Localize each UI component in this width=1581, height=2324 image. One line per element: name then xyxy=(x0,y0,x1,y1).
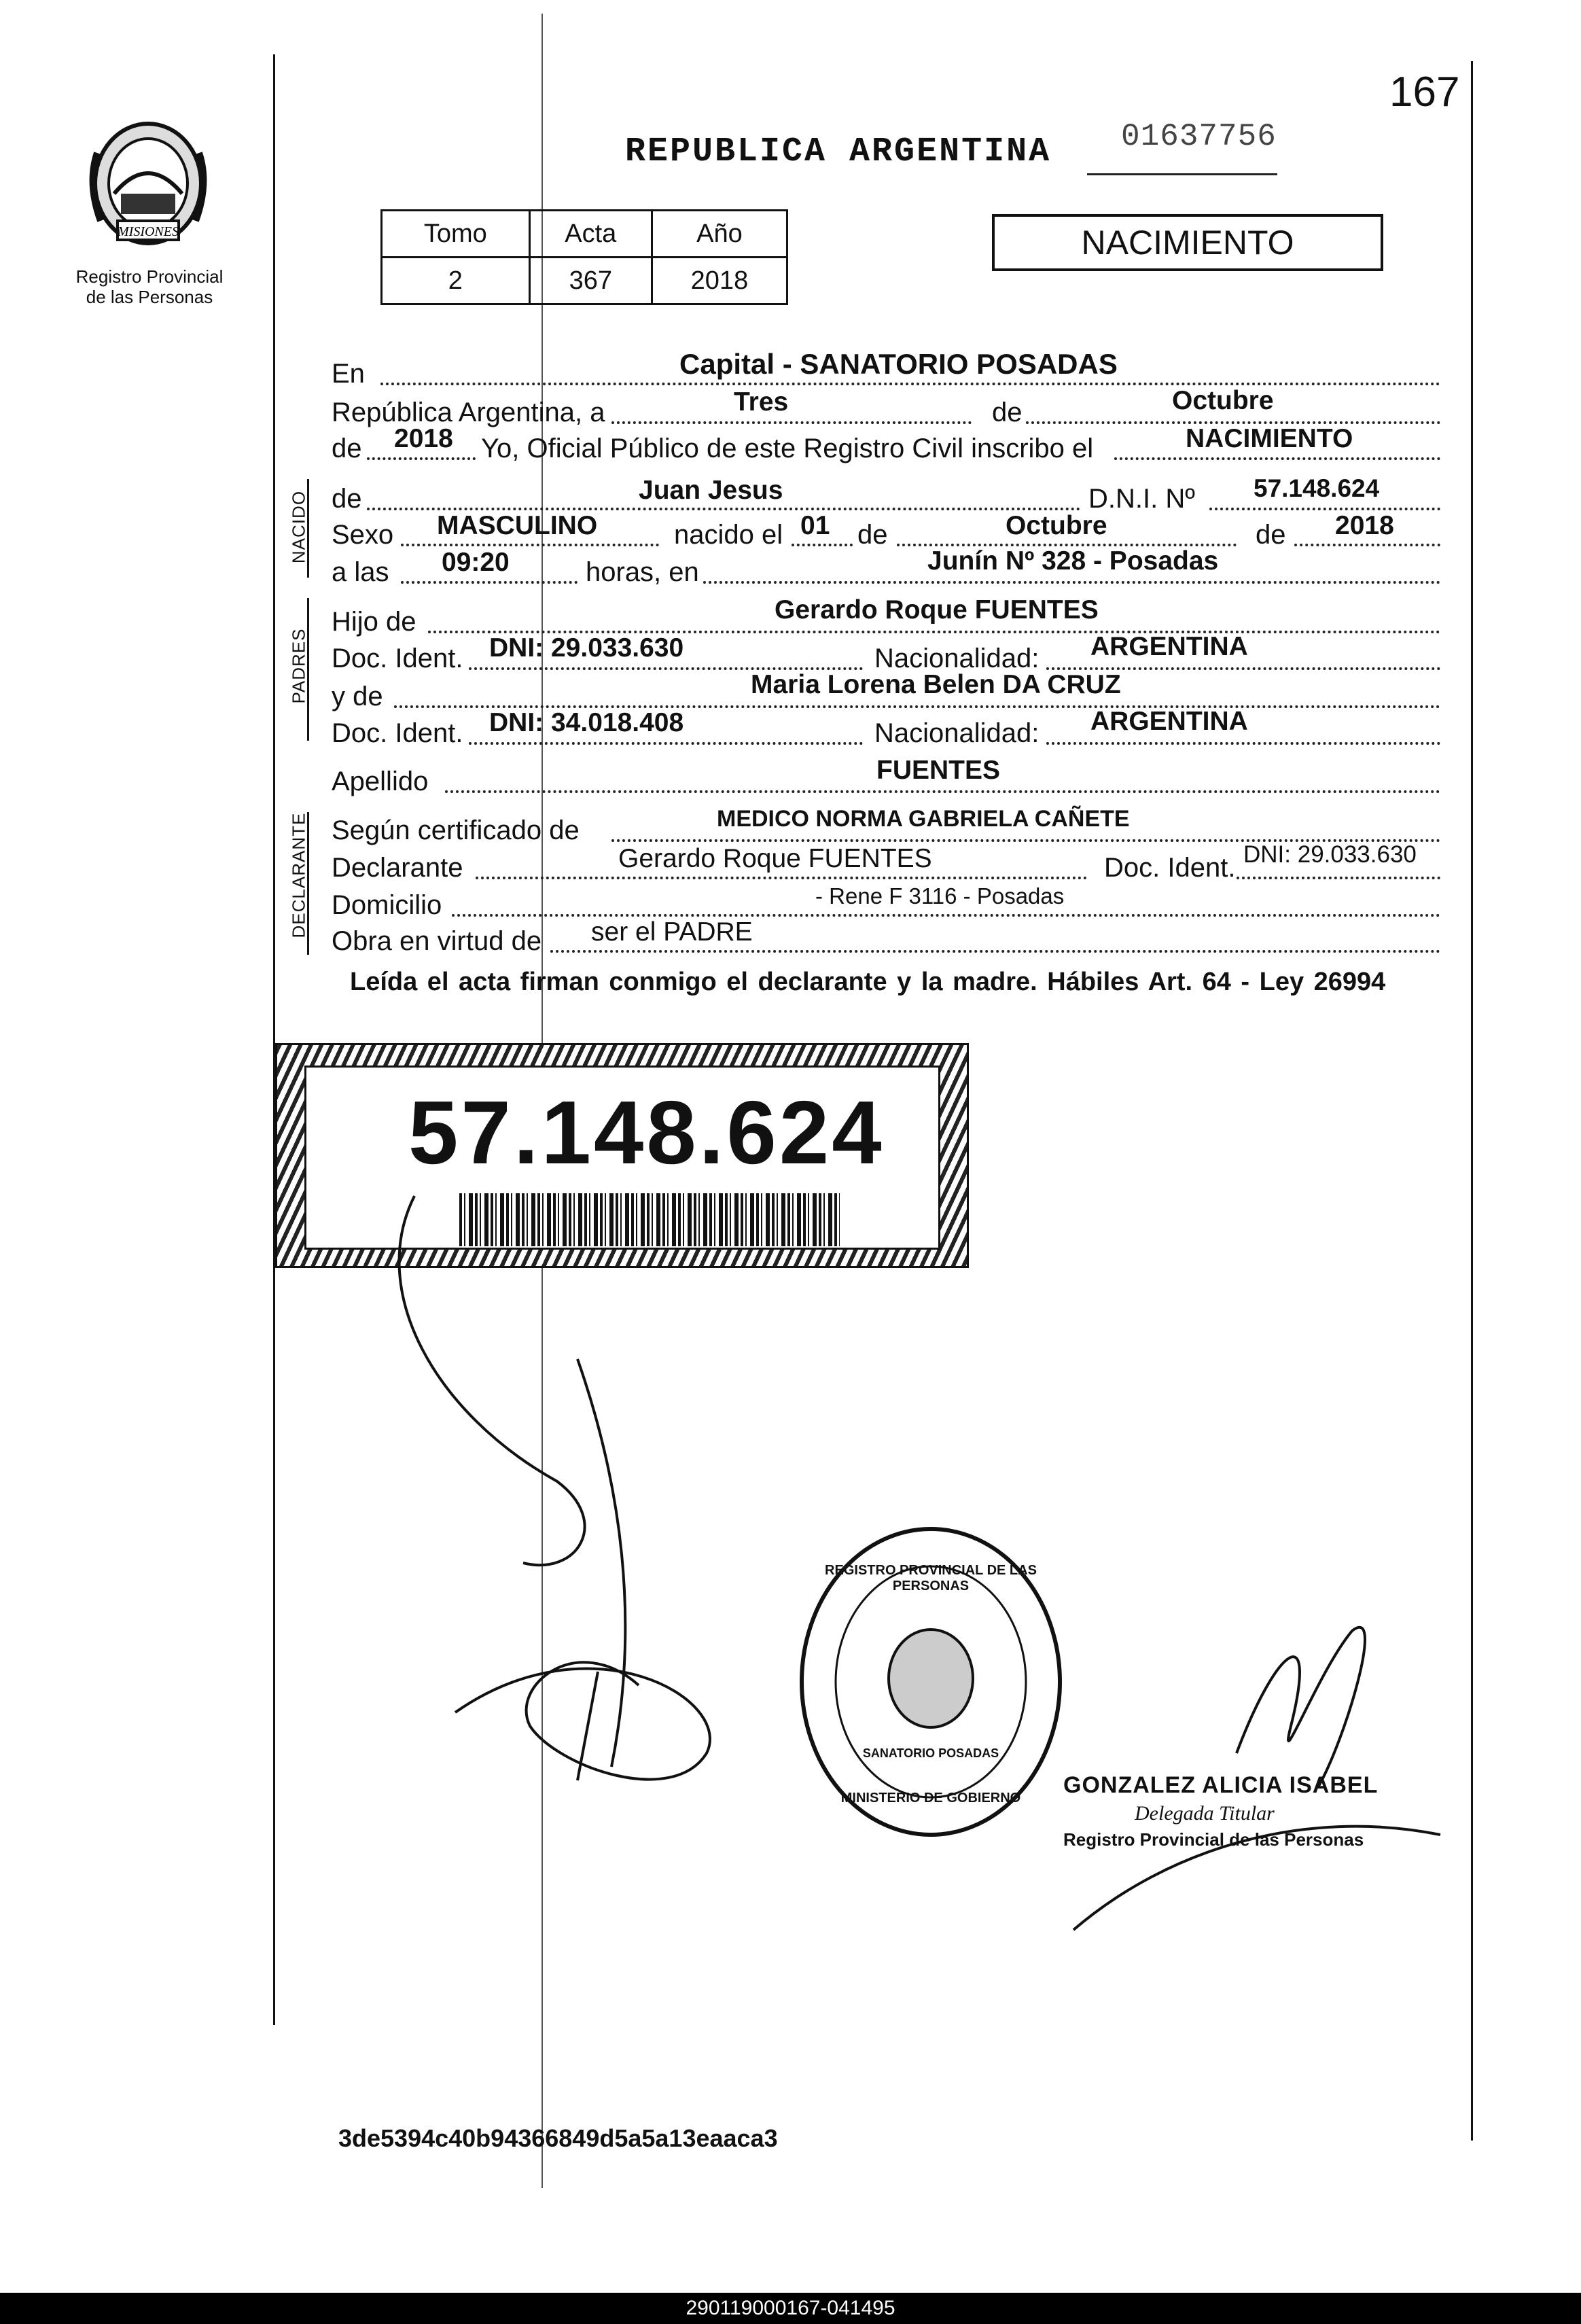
day-word: Tres xyxy=(734,387,789,417)
hijo-de-label: Hijo de xyxy=(332,607,416,637)
dni-value: 57.148.624 xyxy=(1254,474,1380,502)
seal-bottom-text: MINISTERIO DE GOBIERNO xyxy=(840,1791,1021,1806)
page-number: 167 xyxy=(1389,69,1460,116)
apellido-label: Apellido xyxy=(332,767,429,796)
tomo-value: 2 xyxy=(382,258,530,304)
domicilio-label: Domicilio xyxy=(332,890,442,920)
birth-month: Octubre xyxy=(1006,511,1107,540)
seal-outer-text: REGISTRO PROVINCIAL DE LAS PERSONAS xyxy=(825,1563,1037,1594)
birth-year-dots xyxy=(1294,544,1440,546)
nacido-el-label: nacido el xyxy=(674,520,783,550)
a-las-label: a las xyxy=(332,557,389,587)
en-label: En xyxy=(332,359,365,389)
father-value: Gerardo Roque FUENTES xyxy=(775,595,1099,624)
mother-nat-dots xyxy=(1046,742,1440,745)
mother-value: Maria Lorena Belen DA CRUZ xyxy=(751,670,1121,699)
country-title: REPUBLICA ARGENTINA xyxy=(625,133,1052,171)
year-value: 2018 xyxy=(394,424,453,453)
registry-label: Registro Provincial de las Personas xyxy=(75,266,224,307)
dni-dots xyxy=(1209,508,1440,510)
de5-label: de xyxy=(1256,520,1286,550)
acta-header: Acta xyxy=(529,211,652,258)
dni-label: D.N.I. Nº xyxy=(1088,484,1195,514)
mother-doc-label: Doc. Ident. xyxy=(332,718,463,748)
declarant-signature xyxy=(353,1155,829,1835)
official-name: GONZALEZ ALICIA ISABEL xyxy=(1063,1772,1379,1798)
father-nat-label: Nacionalidad: xyxy=(874,644,1040,673)
apellido-dots xyxy=(445,790,1440,793)
ano-value: 2018 xyxy=(652,258,787,304)
official-signature xyxy=(1033,1590,1454,1943)
y-de-label: y de xyxy=(332,682,383,711)
record-type: NACIMIENTO xyxy=(1081,224,1294,262)
declarante-doc: DNI: 29.033.630 xyxy=(1243,841,1417,868)
registry-seal xyxy=(795,1522,1067,1842)
time-value: 09:20 xyxy=(442,548,510,577)
declarante-dots xyxy=(476,877,1087,879)
father-doc-label: Doc. Ident. xyxy=(332,644,463,673)
republica-label: República Argentina, a xyxy=(332,398,605,427)
tomo-header: Tomo xyxy=(382,211,530,258)
province-logo xyxy=(80,112,216,255)
scan-line-left xyxy=(273,54,275,2025)
name-dots xyxy=(367,508,1080,510)
en-dots xyxy=(380,383,1440,385)
event-value: NACIMIENTO xyxy=(1186,424,1353,453)
domicilio-value: - Rene F 3116 - Posadas xyxy=(815,883,1065,909)
sexo-value: MASCULINO xyxy=(437,511,598,540)
name-value: Juan Jesus xyxy=(639,476,783,505)
obra-label: Obra en virtud de xyxy=(332,926,542,956)
father-nat: ARGENTINA xyxy=(1090,632,1248,661)
yo-text: Yo, Oficial Público de este Registro Civil inscribo el xyxy=(481,434,1094,463)
footer-code: 290119000167-041495 xyxy=(686,2297,895,2319)
scan-line-right xyxy=(1471,61,1473,2141)
ano-header: Año xyxy=(652,211,787,258)
de2-label: de xyxy=(332,434,362,463)
de3-label: de xyxy=(332,484,362,514)
declarante-doc-label: Doc. Ident. xyxy=(1104,853,1236,883)
day-dots xyxy=(611,421,972,424)
segun-label: Según certificado de xyxy=(332,815,580,845)
domicilio-dots xyxy=(452,914,1440,917)
event-dots xyxy=(1114,457,1440,460)
horas-en-label: horas, en xyxy=(586,557,699,587)
closing-text: Leída el acta firman conmigo el declarante y la madre. Hábiles Art. 64 - Ley 26994 xyxy=(350,968,1386,996)
sexo-dots xyxy=(401,544,659,546)
mother-doc: DNI: 34.018.408 xyxy=(489,708,684,737)
obra-value: ser el PADRE xyxy=(591,917,753,947)
svg-text:MISIONES: MISIONES xyxy=(118,224,179,239)
seal-inner-text: SANATORIO POSADAS xyxy=(862,1746,999,1760)
declarante-doc-dots xyxy=(1237,877,1440,879)
declarante-section-label: DECLARANTE xyxy=(288,812,309,938)
declarante-label: Declarante xyxy=(332,853,463,883)
address-value: Junín Nº 328 - Posadas xyxy=(927,546,1219,576)
record-type-box xyxy=(992,214,1383,271)
address-dots xyxy=(703,581,1440,584)
certificado-value: MEDICO NORMA GABRIELA CAÑETE xyxy=(717,806,1130,832)
official-office: Registro Provincial de las Personas xyxy=(1063,1829,1364,1850)
place-value: Capital - SANATORIO POSADAS xyxy=(679,348,1118,380)
apellido-value: FUENTES xyxy=(876,756,1001,785)
mother-nat-label: Nacionalidad: xyxy=(874,718,1040,748)
acta-value: 367 xyxy=(529,258,652,304)
father-doc: DNI: 29.033.630 xyxy=(489,633,684,663)
birth-day-dots xyxy=(792,544,853,546)
serial-underline xyxy=(1087,173,1277,175)
tomo-acta-ano-table xyxy=(380,209,788,305)
time-dots xyxy=(401,581,578,584)
month-word: Octubre xyxy=(1172,386,1274,415)
document-hash: 3de5394c40b94366849d5a5a13eaaca3 xyxy=(338,2124,778,2152)
dni-sticker-number: 57.148.624 xyxy=(408,1082,885,1182)
year-dots xyxy=(367,457,476,460)
official-role: Delegada Titular xyxy=(1135,1802,1275,1825)
declarante-value: Gerardo Roque FUENTES xyxy=(618,844,932,873)
de1-label: de xyxy=(992,398,1023,427)
nacido-section-label: NACIDO xyxy=(288,490,309,564)
padres-section-label: PADRES xyxy=(288,628,309,704)
obra-dots xyxy=(550,950,1440,953)
serial-number: 01637756 xyxy=(1121,119,1277,154)
mother-nat: ARGENTINA xyxy=(1090,707,1248,736)
mother-doc-dots xyxy=(469,742,863,745)
sexo-label: Sexo xyxy=(332,520,394,550)
de4-label: de xyxy=(857,520,888,550)
birth-day: 01 xyxy=(800,511,830,540)
birth-year: 2018 xyxy=(1335,511,1394,540)
footer-bar xyxy=(0,2293,1581,2324)
